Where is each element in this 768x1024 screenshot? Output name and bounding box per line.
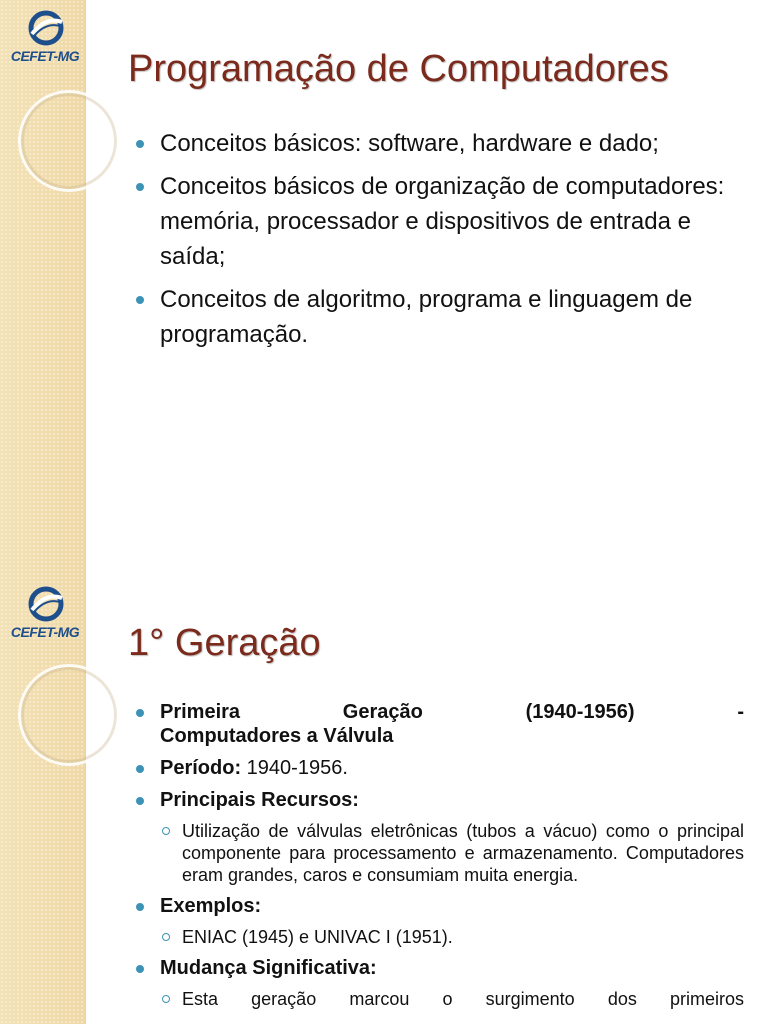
sub-bullet-icon [162,995,170,1003]
exemplos-text: ENIAC (1945) e UNIVAC I (1951). [182,927,453,947]
cefet-logo-icon [24,10,68,50]
bullet-text: Conceitos básicos de organização de computadores: memória, processador e dispositivos de entrada e saída; [160,173,725,270]
sub-bullet-icon [162,933,170,941]
periodo-label: Período: [160,757,242,779]
primeira-geracao-heading: Primeira Geração (1940-1956) - [160,701,744,723]
bullet-icon [136,183,144,191]
decorative-ring [18,664,120,766]
sub-list-item [136,988,744,1010]
list-item [136,788,744,812]
logo-text: CEFET-MG [10,624,80,640]
list-item [136,700,744,748]
bullet-list [136,126,736,360]
bullet-icon [136,296,144,304]
exemplos-label: Exemplos: [160,895,262,917]
computadores-valvula-heading: Computadores a Válvula [160,725,394,747]
bullet-icon [136,765,144,773]
bullet-icon [136,140,144,148]
sub-list-item [136,820,744,886]
list-item [136,894,744,918]
list-item [136,169,736,274]
periodo-value: 1940-1956. [241,757,348,779]
cefet-mg-logo [4,10,84,70]
slide-title: Programação de Computadores [128,48,669,90]
list-item [136,282,736,352]
slide-title: 1° Geração [128,622,321,664]
mudanca-text: Esta geração marcou o surgimento dos primeiros [182,989,744,1009]
sidebar-decoration [0,576,86,1024]
list-item [136,756,744,780]
bullet-text: Conceitos básicos: software, hardware e dado; [160,130,659,157]
bullet-icon [136,965,144,973]
sidebar-decoration [0,0,86,576]
list-item [136,126,736,161]
bullet-icon [136,903,144,911]
recursos-label: Principais Recursos: [160,789,359,811]
bullet-list [136,700,744,1018]
cefet-mg-logo [4,586,84,646]
cefet-logo-icon [24,586,68,626]
decorative-ring [18,90,120,192]
logo-text: CEFET-MG [10,48,80,64]
sub-bullet-icon [162,827,170,835]
slide-primeira-geracao [0,576,768,1024]
bullet-icon [136,709,144,717]
bullet-text: Conceitos de algoritmo, programa e linguagem de programação. [160,286,693,348]
mudanca-label: Mudança Significativa: [160,957,377,979]
recursos-text: Utilização de válvulas eletrônicas (tubos a vácuo) como o principal componente para processamento e armazenamento. Computadores eram grandes, caros e consumiam muita energia. [182,821,744,885]
sub-list-item [136,926,744,948]
bullet-icon [136,797,144,805]
list-item [136,956,744,980]
